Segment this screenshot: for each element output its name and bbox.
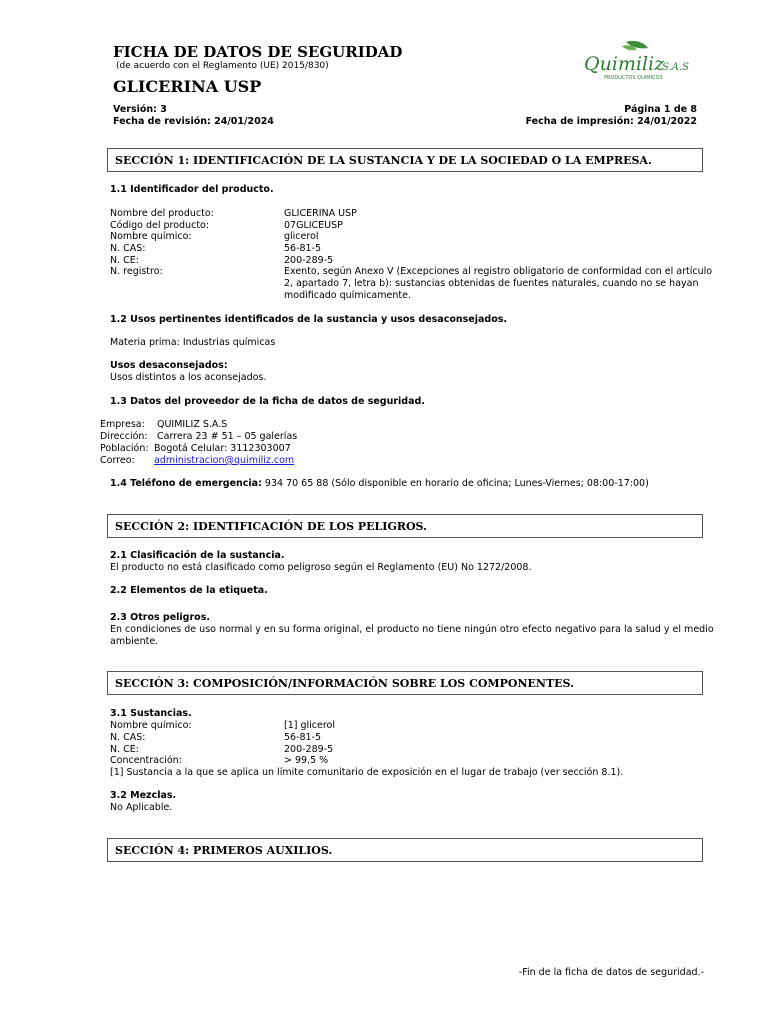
document-subtitle: (de acuerdo con el Reglamento (UE) 2015/830)	[116, 61, 329, 71]
subsection-3-2-text: No Aplicable.	[110, 802, 173, 813]
field-label: N. CE:	[110, 255, 139, 266]
field-label: N. registro:	[110, 266, 163, 277]
field-label: N. CAS:	[110, 732, 146, 743]
field-label: N. CAS:	[110, 243, 146, 254]
field-value-continued: 2, apartado 7, letra b): sustancias obtenidas de fuentes naturales, cuando no se hayan	[284, 278, 699, 289]
provider-label: Población:	[100, 443, 149, 454]
page-number: Página 1 de 8	[624, 104, 697, 115]
field-label: Nombre químico:	[110, 720, 192, 731]
subsection-3-1: 3.1 Sustancias.	[110, 708, 192, 719]
section-1-header	[107, 148, 703, 172]
svg-text:Quimiliz: Quimiliz	[584, 53, 665, 75]
subsection-1-2: 1.2 Usos pertinentes identificados de la sustancia y usos desaconsejados.	[110, 314, 507, 325]
section-4-title: SECCIÓN 4: PRIMEROS AUXILIOS.	[115, 844, 333, 857]
subsection-1-1: 1.1 Identificador del producto.	[110, 184, 274, 195]
section-2-title: SECCIÓN 2: IDENTIFICACIÓN DE LOS PELIGROS.	[115, 520, 427, 533]
subsection-2-1: 2.1 Clasificación de la sustancia.	[110, 550, 285, 561]
usos-text: Usos distintos a los aconsejados.	[110, 372, 267, 383]
subsection-1-3: 1.3 Datos del proveedor de la ficha de datos de seguridad.	[110, 396, 425, 407]
field-value: Exento, según Anexo V (Excepciones al registro obligatorio de conformidad con el artículo	[284, 266, 713, 277]
field-value: > 99,5 %	[284, 755, 329, 766]
emergency-line	[110, 478, 649, 489]
section-1-title: SECCIÓN 1: IDENTIFICACIÓN DE LA SUSTANCIA Y DE LA SOCIEDAD O LA EMPRESA.	[115, 154, 652, 167]
emergency-label: 1.4 Teléfono de emergencia:	[110, 478, 262, 489]
provider-label: Empresa:	[100, 419, 145, 430]
materia-prima: Materia prima: Industrias químicas	[110, 337, 276, 348]
provider-label: Correo:	[100, 455, 135, 466]
emergency-text: 934 70 65 88 (Sólo disponible en horario de oficina; Lunes-Viernes; 08:00-17:00)	[264, 478, 649, 489]
section-4-header	[107, 838, 703, 862]
svg-text:S.A.S: S.A.S	[662, 62, 689, 73]
field-value-continued: modificado químicamente.	[284, 290, 411, 301]
field-label: N. CE:	[110, 744, 139, 755]
field-value: 200-289-5	[284, 255, 334, 266]
product-title: GLICERINA USP	[113, 77, 262, 96]
field-label: Concentración:	[110, 755, 182, 766]
document-title: FICHA DE DATOS DE SEGURIDAD	[113, 43, 403, 61]
field-value: [1] glicerol	[284, 720, 336, 731]
subsection-2-3-text: ambiente.	[110, 636, 159, 647]
usos-title: Usos desaconsejados:	[110, 360, 228, 371]
field-value: 56-81-5	[284, 732, 322, 743]
field-value: 07GLICEUSP	[284, 220, 343, 231]
subsection-2-3-text: En condiciones de uso normal y en su forma original, el producto no tiene ningún otro efecto negativo para la salud y el medio	[110, 624, 714, 635]
subsection-2-2: 2.2 Elementos de la etiqueta.	[110, 585, 268, 596]
substance-note: [1] Sustancia a la que se aplica un límite comunitario de exposición en el lugar de trabajo (ver sección 8.1).	[110, 767, 624, 778]
provider-value: QUIMILIZ S.A.S	[157, 419, 228, 430]
field-value: 200-289-5	[284, 744, 334, 755]
field-value: 56-81-5	[284, 243, 322, 254]
leaf-icon	[582, 40, 692, 86]
field-value: GLICERINA USP	[284, 208, 357, 219]
field-label: Nombre químico:	[110, 231, 192, 242]
section-3-title: SECCIÓN 3: COMPOSICIÓN/INFORMACIÓN SOBRE LOS COMPONENTES.	[115, 677, 574, 690]
subsection-3-2: 3.2 Mezclas.	[110, 790, 177, 801]
subsection-2-1-text: El producto no está clasificado como peligroso según el Reglamento (EU) No 1272/2008.	[110, 562, 532, 573]
provider-label: Dirección:	[100, 431, 148, 442]
field-value: glicerol	[284, 231, 319, 242]
provider-value: Carrera 23 # 51 – 05 galerías	[157, 431, 298, 442]
print-date: Fecha de impresión: 24/01/2022	[525, 116, 697, 127]
footer-text: -Fin de la ficha de datos de seguridad.-	[518, 967, 704, 978]
version: Versión: 3	[113, 104, 167, 115]
field-label: Nombre del producto:	[110, 208, 214, 219]
section-3-header	[107, 671, 703, 695]
section-2-header	[107, 514, 703, 538]
provider-value: Bogotá Celular: 3112303007	[154, 443, 291, 454]
email-link[interactable]: administracion@quimiliz.com	[154, 455, 295, 466]
company-logo	[582, 40, 692, 86]
revision-date: Fecha de revisión: 24/01/2024	[113, 116, 274, 127]
field-label: Código del producto:	[110, 220, 210, 231]
svg-text:PRODUCTOS QUIMICOS: PRODUCTOS QUIMICOS	[604, 75, 663, 81]
subsection-2-3: 2.3 Otros peligros.	[110, 612, 210, 623]
